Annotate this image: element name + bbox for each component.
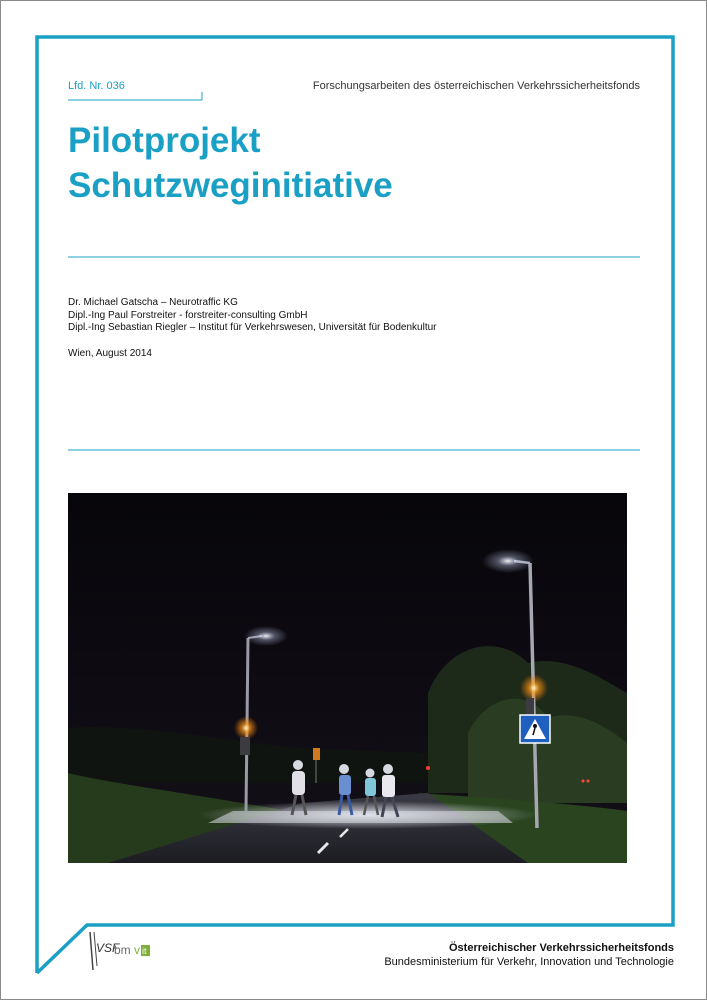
svg-text:bm: bm bbox=[114, 943, 131, 957]
svg-text:v: v bbox=[134, 943, 140, 957]
author-list bbox=[68, 297, 437, 335]
cover-photo bbox=[68, 493, 627, 863]
publication-date: Wien, August 2014 bbox=[68, 348, 152, 359]
lfd-nr: Lfd. Nr. 036 bbox=[68, 80, 125, 92]
author-item: Dipl.-Ing Paul Forstreiter - forstreiter-consulting GmbH bbox=[68, 309, 308, 321]
author-item: Dr. Michael Gatscha – Neurotraffic KG bbox=[68, 297, 238, 308]
series-title: Forschungsarbeiten des österreichischen Verkehrssicherheitsfonds bbox=[312, 80, 640, 92]
title-line-1: Pilotprojekt bbox=[68, 121, 261, 160]
vsf-bmvit-logo-icon bbox=[84, 930, 156, 976]
svg-text:VSF: VSF bbox=[96, 941, 120, 955]
footer-ministry-name: Bundesministerium für Verkehr, Innovation und Technologie bbox=[384, 956, 674, 968]
pedestrian-crossing-sign-icon bbox=[520, 715, 550, 743]
page-title bbox=[68, 118, 393, 208]
author-item: Dipl.-Ing Sebastian Riegler – Institut für Verkehrswesen, Universität für Bodenkultur bbox=[68, 322, 437, 333]
footer-org-name: Österreichischer Verkehrssicherheitsfonds bbox=[449, 942, 674, 954]
title-line-2: Schutzweginitiative bbox=[68, 166, 393, 205]
svg-text:it: it bbox=[142, 946, 147, 956]
